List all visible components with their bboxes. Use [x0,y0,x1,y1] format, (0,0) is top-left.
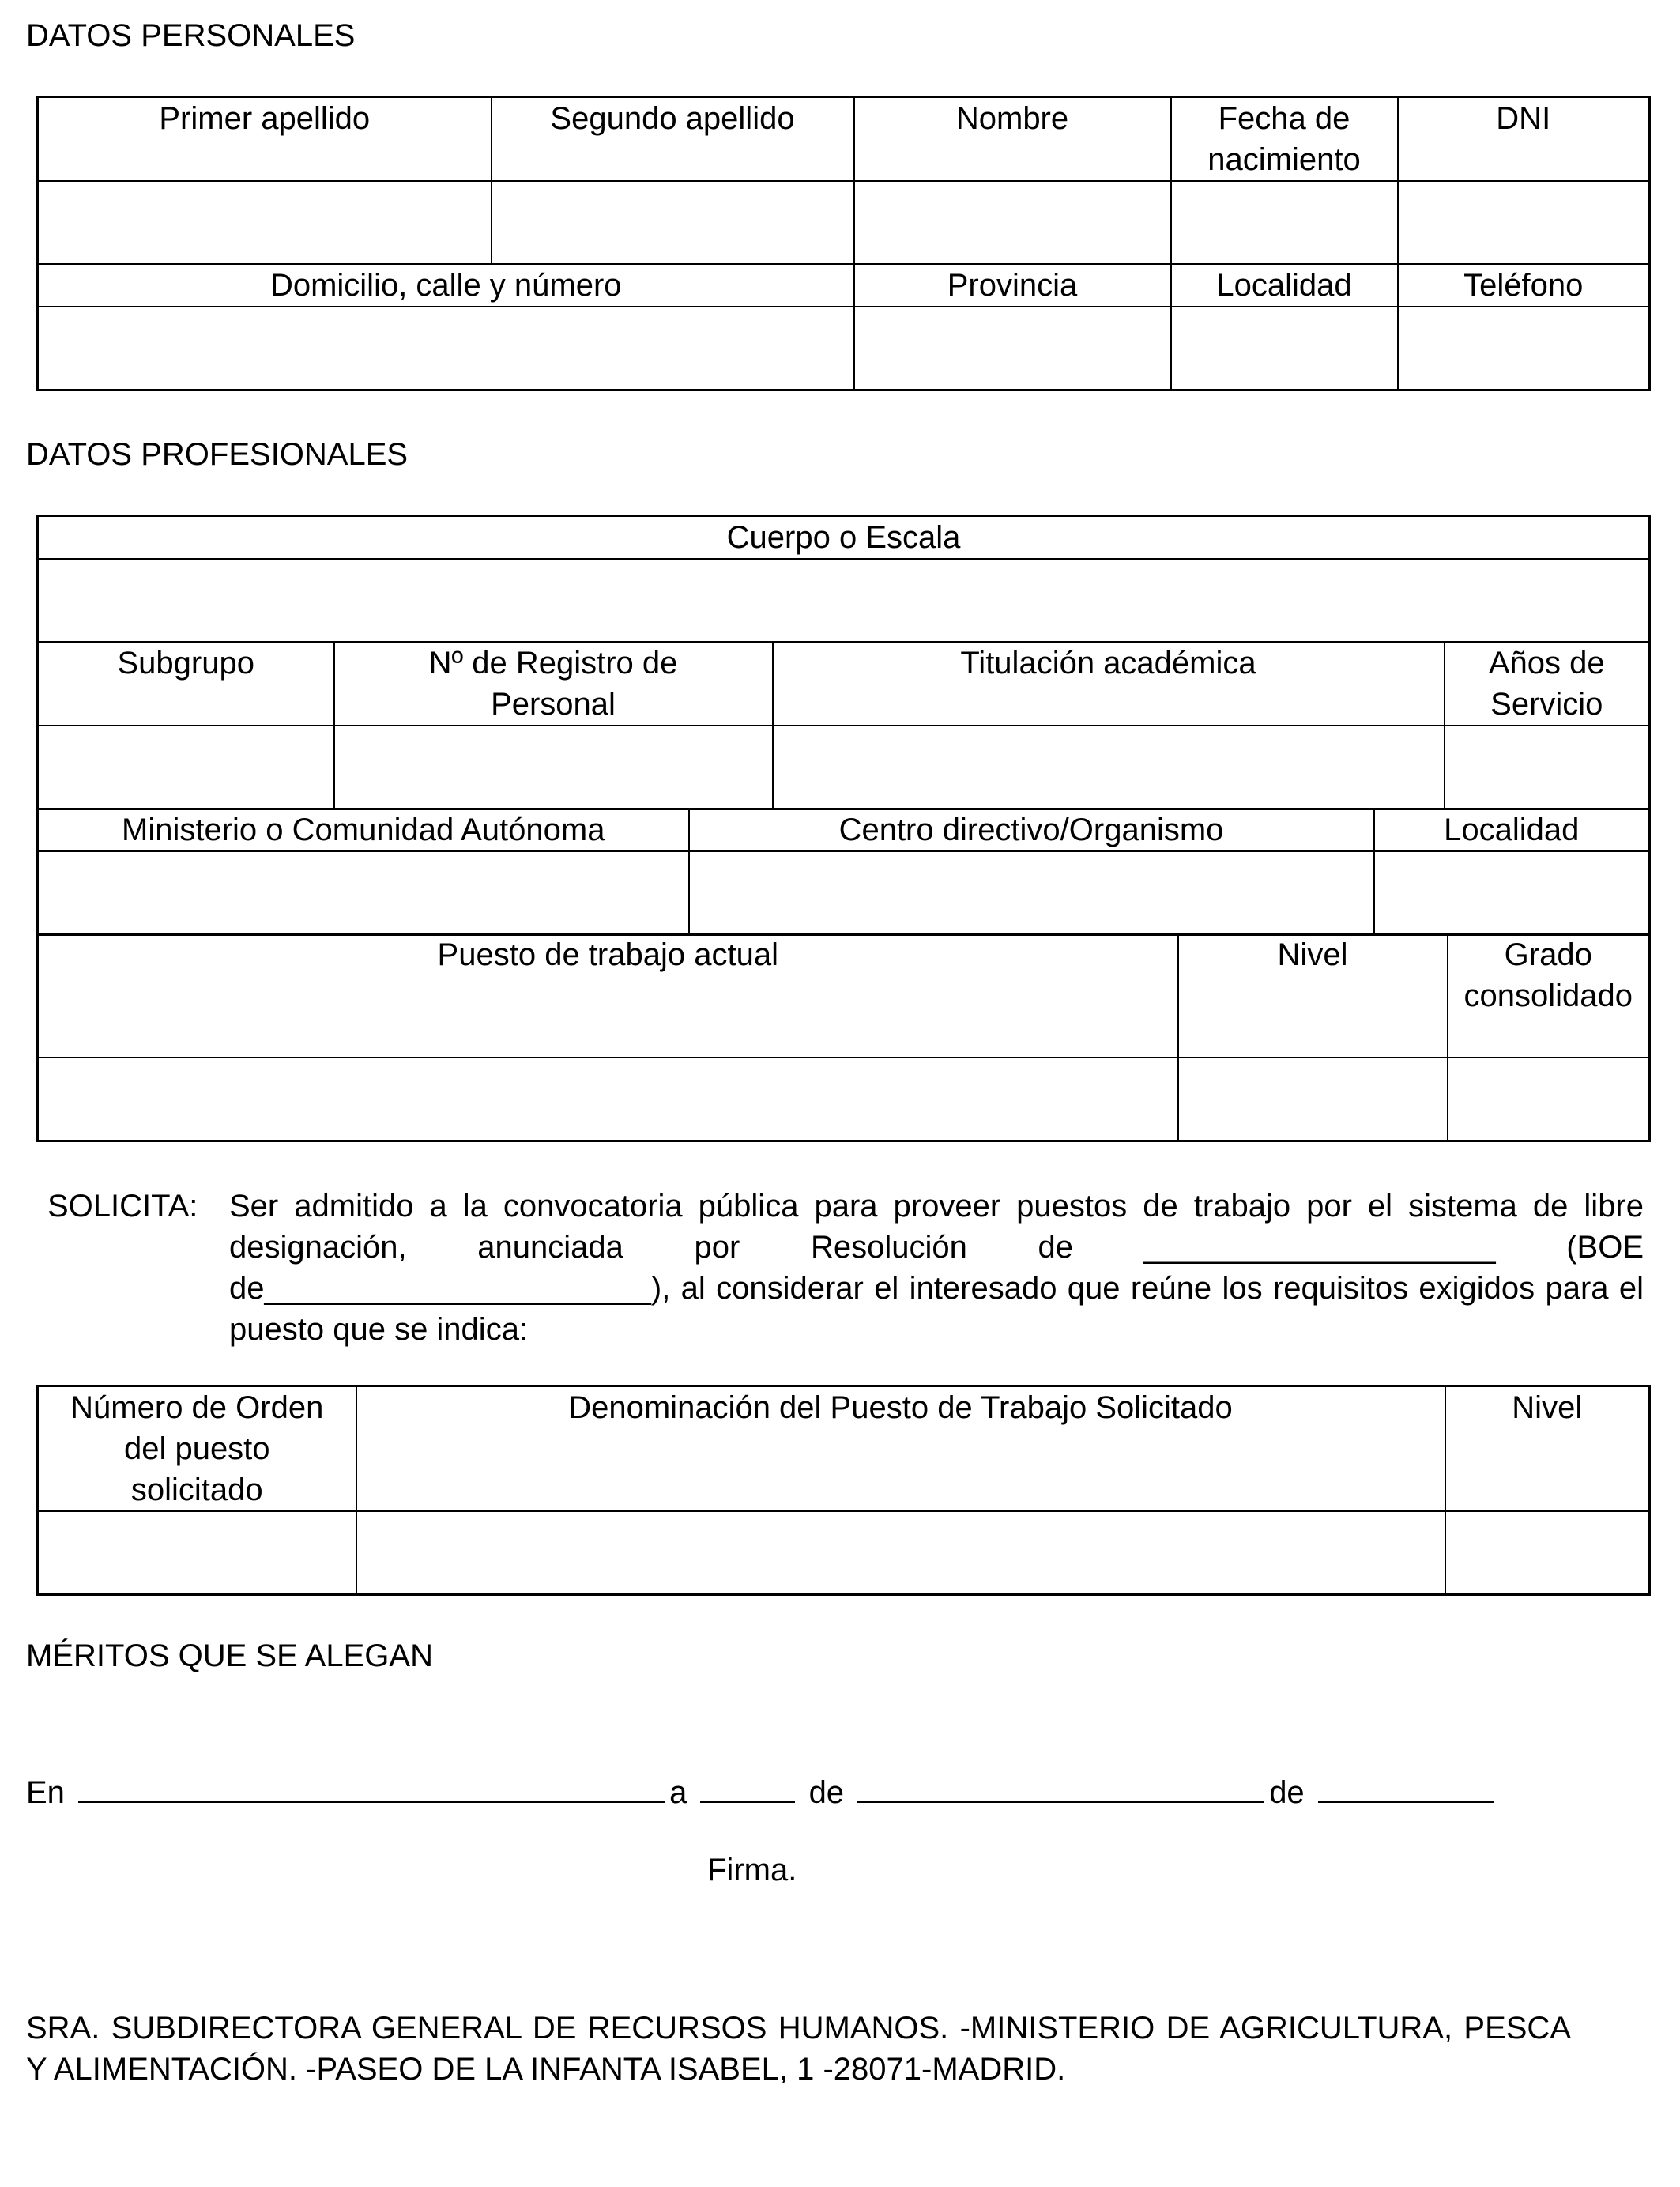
grado-field[interactable] [1448,1058,1650,1141]
grado-label: Grado consolidado [1448,933,1650,1058]
fecha-a-label: a [669,1775,687,1810]
ano-field[interactable] [1318,1769,1494,1803]
nivel-solicitado-label: Nivel [1445,1386,1650,1512]
profesional-table-a [36,515,1651,810]
orden-field[interactable] [38,1511,356,1594]
fecha-nacimiento-field[interactable] [1171,181,1398,264]
puesto-actual-field[interactable] [38,1058,1178,1141]
lugar-field[interactable] [78,1769,665,1803]
solicita-text: Ser admitido a la convocatoria pública para proveer puestos de trabajo por el sistema de libre designación, anunciada por Resolución de ____________________ (BOE de______________________), al considerar el interesado que reúne los requisitos exigidos para el puesto que se indica: [229,1189,1644,1347]
nivel-solicitado-field[interactable] [1445,1511,1650,1594]
provincia-field[interactable] [854,307,1171,390]
orden-label: Número de Orden del puesto solicitado [38,1386,356,1512]
puesto-solicitado-table [36,1385,1651,1596]
denominacion-label: Denominación del Puesto de Trabajo Solicitado [356,1386,1445,1512]
dni-label: DNI [1398,97,1650,182]
nivel-label: Nivel [1178,933,1448,1058]
registro-field[interactable] [334,726,773,809]
localidad-prof-label: Localidad [1374,809,1650,851]
denominacion-field[interactable] [356,1511,1445,1594]
primer-apellido-field[interactable] [38,181,492,264]
destinatario-text: SRA. SUBDIRECTORA GENERAL DE RECURSOS HUMANOS. -MINISTERIO DE AGRICULTURA, PESCA Y ALIMENTACIÓN. -PASEO DE LA INFANTA ISABEL, 1 -28071-MADRID. [26,2011,1571,2087]
domicilio-field[interactable] [38,307,854,390]
fecha-line [26,1769,1498,1813]
firma-label: Firma. [707,1853,797,1887]
telefono-label: Teléfono [1398,264,1650,307]
mes-field[interactable] [857,1769,1264,1803]
fecha-en-label: En [26,1775,65,1810]
personal-table [36,96,1651,391]
nombre-label: Nombre [854,97,1171,182]
anos-servicio-label: Años de Servicio [1445,642,1650,726]
profesional-table-b [36,808,1651,936]
ministerio-label: Ministerio o Comunidad Autónoma [38,809,689,851]
fecha-de1-label: de [808,1775,845,1810]
meritos-heading: MÉRITOS QUE SE ALEGAN [26,1638,433,1673]
anos-servicio-field[interactable] [1445,726,1650,809]
dni-field[interactable] [1398,181,1650,264]
primer-apellido-label: Primer apellido [38,97,492,182]
segundo-apellido-field[interactable] [492,181,854,264]
centro-field[interactable] [689,851,1374,934]
fecha-de2-label: de [1269,1775,1305,1810]
profesional-table-c [36,933,1651,1142]
domicilio-label: Domicilio, calle y número [38,264,854,307]
subgrupo-field[interactable] [38,726,334,809]
puesto-actual-label: Puesto de trabajo actual [38,933,1178,1058]
registro-label: Nº de Registro de Personal [334,642,773,726]
nombre-field[interactable] [854,181,1171,264]
solicita-label: SOLICITA: [47,1189,198,1224]
titulacion-label: Titulación académica [773,642,1445,726]
localidad-prof-field[interactable] [1374,851,1650,934]
cuerpo-field[interactable] [38,559,1650,642]
profesional-heading: DATOS PROFESIONALES [26,437,409,472]
localidad-label: Localidad [1171,264,1398,307]
provincia-label: Provincia [854,264,1171,307]
subgrupo-label: Subgrupo [38,642,334,726]
centro-label: Centro directivo/Organismo [689,809,1374,851]
personal-heading: DATOS PERSONALES [26,18,356,53]
segundo-apellido-label: Segundo apellido [492,97,854,182]
localidad-field[interactable] [1171,307,1398,390]
titulacion-field[interactable] [773,726,1445,809]
ministerio-field[interactable] [38,851,689,934]
nivel-field[interactable] [1178,1058,1448,1141]
cuerpo-label: Cuerpo o Escala [38,516,1650,560]
dia-field[interactable] [700,1769,795,1803]
fecha-nacimiento-label: Fecha de nacimiento [1171,97,1398,182]
telefono-field[interactable] [1398,307,1650,390]
